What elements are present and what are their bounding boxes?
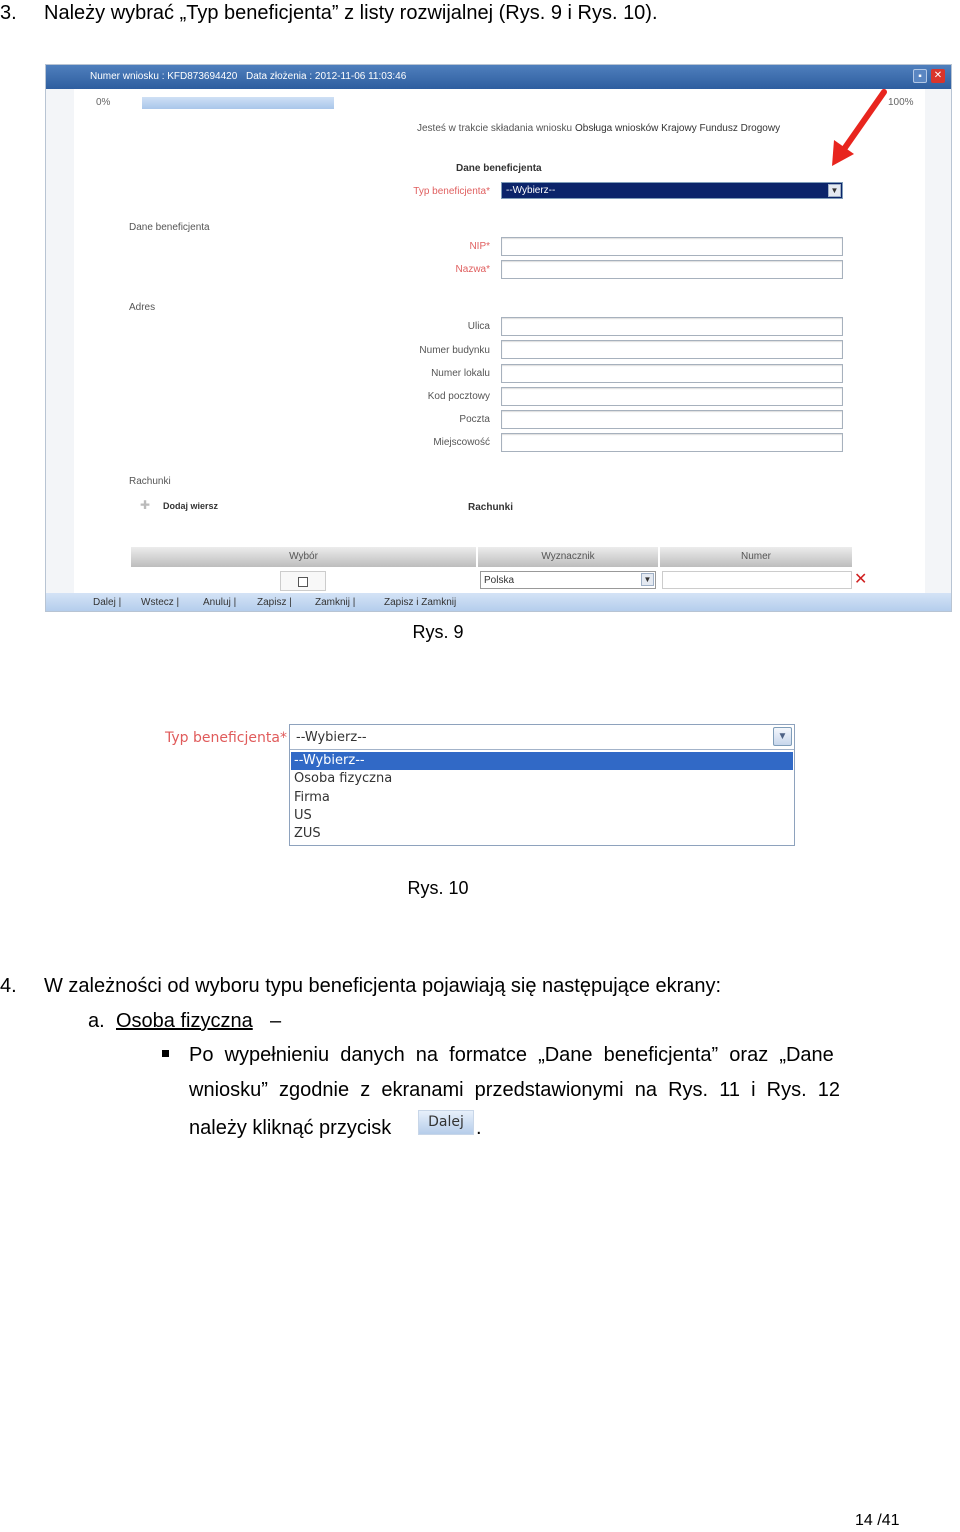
typ-beneficjenta-dropdown[interactable]: [289, 724, 795, 846]
chevron-down-icon[interactable]: ▼: [773, 727, 792, 746]
ulica-label: Ulica: [467, 321, 490, 332]
column-wybor: Wybór: [131, 547, 476, 567]
step3-number: 3.: [0, 2, 17, 24]
red-arrow-annotation: [826, 86, 892, 170]
application-window: [45, 64, 952, 612]
numer-budynku-label: Numer budynku: [419, 345, 490, 356]
paragraph-line-3: należy kliknąć przycisk: [189, 1117, 392, 1139]
typ-beneficjenta-select[interactable]: [501, 182, 843, 199]
numer-lokalu-label: Numer lokalu: [431, 368, 490, 379]
form-body: [74, 89, 925, 593]
nazwa-label: Nazwa*: [455, 264, 490, 275]
toolbar-wstecz[interactable]: Wstecz |: [141, 597, 180, 608]
sub-a-letter: a.: [88, 1010, 105, 1032]
numer-lokalu-field[interactable]: [501, 364, 843, 383]
bottom-toolbar: [46, 593, 951, 612]
submission-date: Data złożenia : 2012-11-06 11:03:46: [246, 71, 407, 82]
window-title-bar: [46, 65, 951, 89]
bullet-icon: [162, 1050, 169, 1057]
dropdown-option-wybierz[interactable]: --Wybierz--: [291, 752, 793, 770]
numer-budynku-field[interactable]: [501, 340, 843, 359]
toolbar-zapisz[interactable]: Zapisz |: [257, 597, 292, 608]
save-icon[interactable]: ▪: [913, 69, 927, 83]
dropdown-label: Typ beneficjenta*: [165, 730, 287, 746]
dropdown-current-value: --Wybierz--: [296, 730, 367, 745]
wybor-cell: [280, 571, 326, 591]
group-dane-beneficjenta: Dane beneficjenta: [129, 222, 210, 233]
paragraph-line-2: wniosku” zgodnie z ekranami przedstawionymi na Rys. 11 i Rys. 12: [189, 1079, 841, 1101]
add-row-icon: ✚: [140, 498, 151, 512]
column-wyznacznik: Wyznacznik: [478, 547, 658, 567]
step3-text: Należy wybrać „Typ beneficjenta” z listy rozwijalnej (Rys. 9 i Rys. 10).: [44, 2, 658, 24]
kod-pocztowy-field[interactable]: [501, 387, 843, 406]
caption-rys-10: Rys. 10: [407, 878, 469, 898]
nip-field[interactable]: [501, 237, 843, 256]
nip-label: NIP*: [469, 241, 490, 252]
caption-rys-9: Rys. 9: [412, 622, 464, 642]
dropdown-option-us[interactable]: US: [294, 808, 312, 823]
sub-a-dash: –: [270, 1010, 282, 1032]
toolbar-zamknij[interactable]: Zamknij |: [315, 597, 356, 608]
application-number: Numer wniosku : KFD873694420: [90, 71, 238, 82]
miejscowosc-label: Miejscowość: [433, 437, 490, 448]
progress-bar: [142, 97, 334, 109]
wyznacznik-value: Polska: [484, 575, 515, 586]
context-prefix: Jesteś w trakcie składania wniosku: [417, 123, 573, 134]
chevron-down-icon[interactable]: ▼: [828, 184, 841, 197]
row-checkbox[interactable]: [298, 577, 308, 587]
wyznacznik-select[interactable]: [480, 571, 656, 589]
dalej-button[interactable]: Dalej: [418, 1110, 474, 1135]
delete-row-icon[interactable]: ✕: [854, 571, 868, 588]
toolbar-zapisz-i-zamknij[interactable]: Zapisz i Zamknij: [384, 597, 457, 608]
dropdown-current[interactable]: [290, 725, 794, 750]
progress-start: 0%: [96, 97, 111, 108]
step4-text: W zależności od wyboru typu beneficjenta pojawiają się następujące ekrany:: [44, 975, 722, 997]
kod-pocztowy-label: Kod pocztowy: [427, 391, 490, 402]
typ-beneficjenta-value: --Wybierz--: [506, 185, 556, 196]
typ-beneficjenta-label: Typ beneficjenta*: [413, 186, 490, 197]
poczta-label: Poczta: [459, 414, 490, 425]
dropdown-option-firma[interactable]: Firma: [294, 790, 330, 805]
step4-number: 4.: [0, 975, 17, 997]
add-row-button[interactable]: Dodaj wiersz: [163, 501, 219, 511]
group-adres: Adres: [129, 302, 156, 313]
paragraph-line-1: Po wypełnieniu danych na formatce „Dane beneficjenta” oraz „Dane: [189, 1044, 834, 1066]
toolbar-anuluj[interactable]: Anuluj |: [203, 597, 237, 608]
context-name: Obsługa wniosków Krajowy Fundusz Drogowy: [575, 123, 781, 134]
poczta-field[interactable]: [501, 410, 843, 429]
chevron-down-icon[interactable]: ▼: [641, 573, 654, 586]
column-numer: Numer: [660, 547, 852, 567]
dropdown-option-osoba-fizyczna[interactable]: Osoba fizyczna: [294, 771, 393, 786]
progress-end: 100%: [888, 97, 914, 108]
numer-field[interactable]: [662, 571, 852, 589]
close-icon[interactable]: ✕: [931, 69, 945, 83]
paragraph-end: .: [476, 1117, 482, 1139]
ulica-field[interactable]: [501, 317, 843, 336]
miejscowosc-field[interactable]: [501, 433, 843, 452]
toolbar-dalej[interactable]: Dalej |: [93, 597, 122, 608]
rachunki-header: Rachunki: [468, 502, 514, 513]
page-number: 14 /41: [855, 1512, 900, 1529]
nazwa-field[interactable]: [501, 260, 843, 279]
sub-a-label: Osoba fizyczna: [116, 1010, 253, 1032]
group-rachunki: Rachunki: [129, 476, 171, 487]
section-header: Dane beneficjenta: [456, 163, 542, 174]
dropdown-option-zus[interactable]: ZUS: [294, 826, 321, 841]
